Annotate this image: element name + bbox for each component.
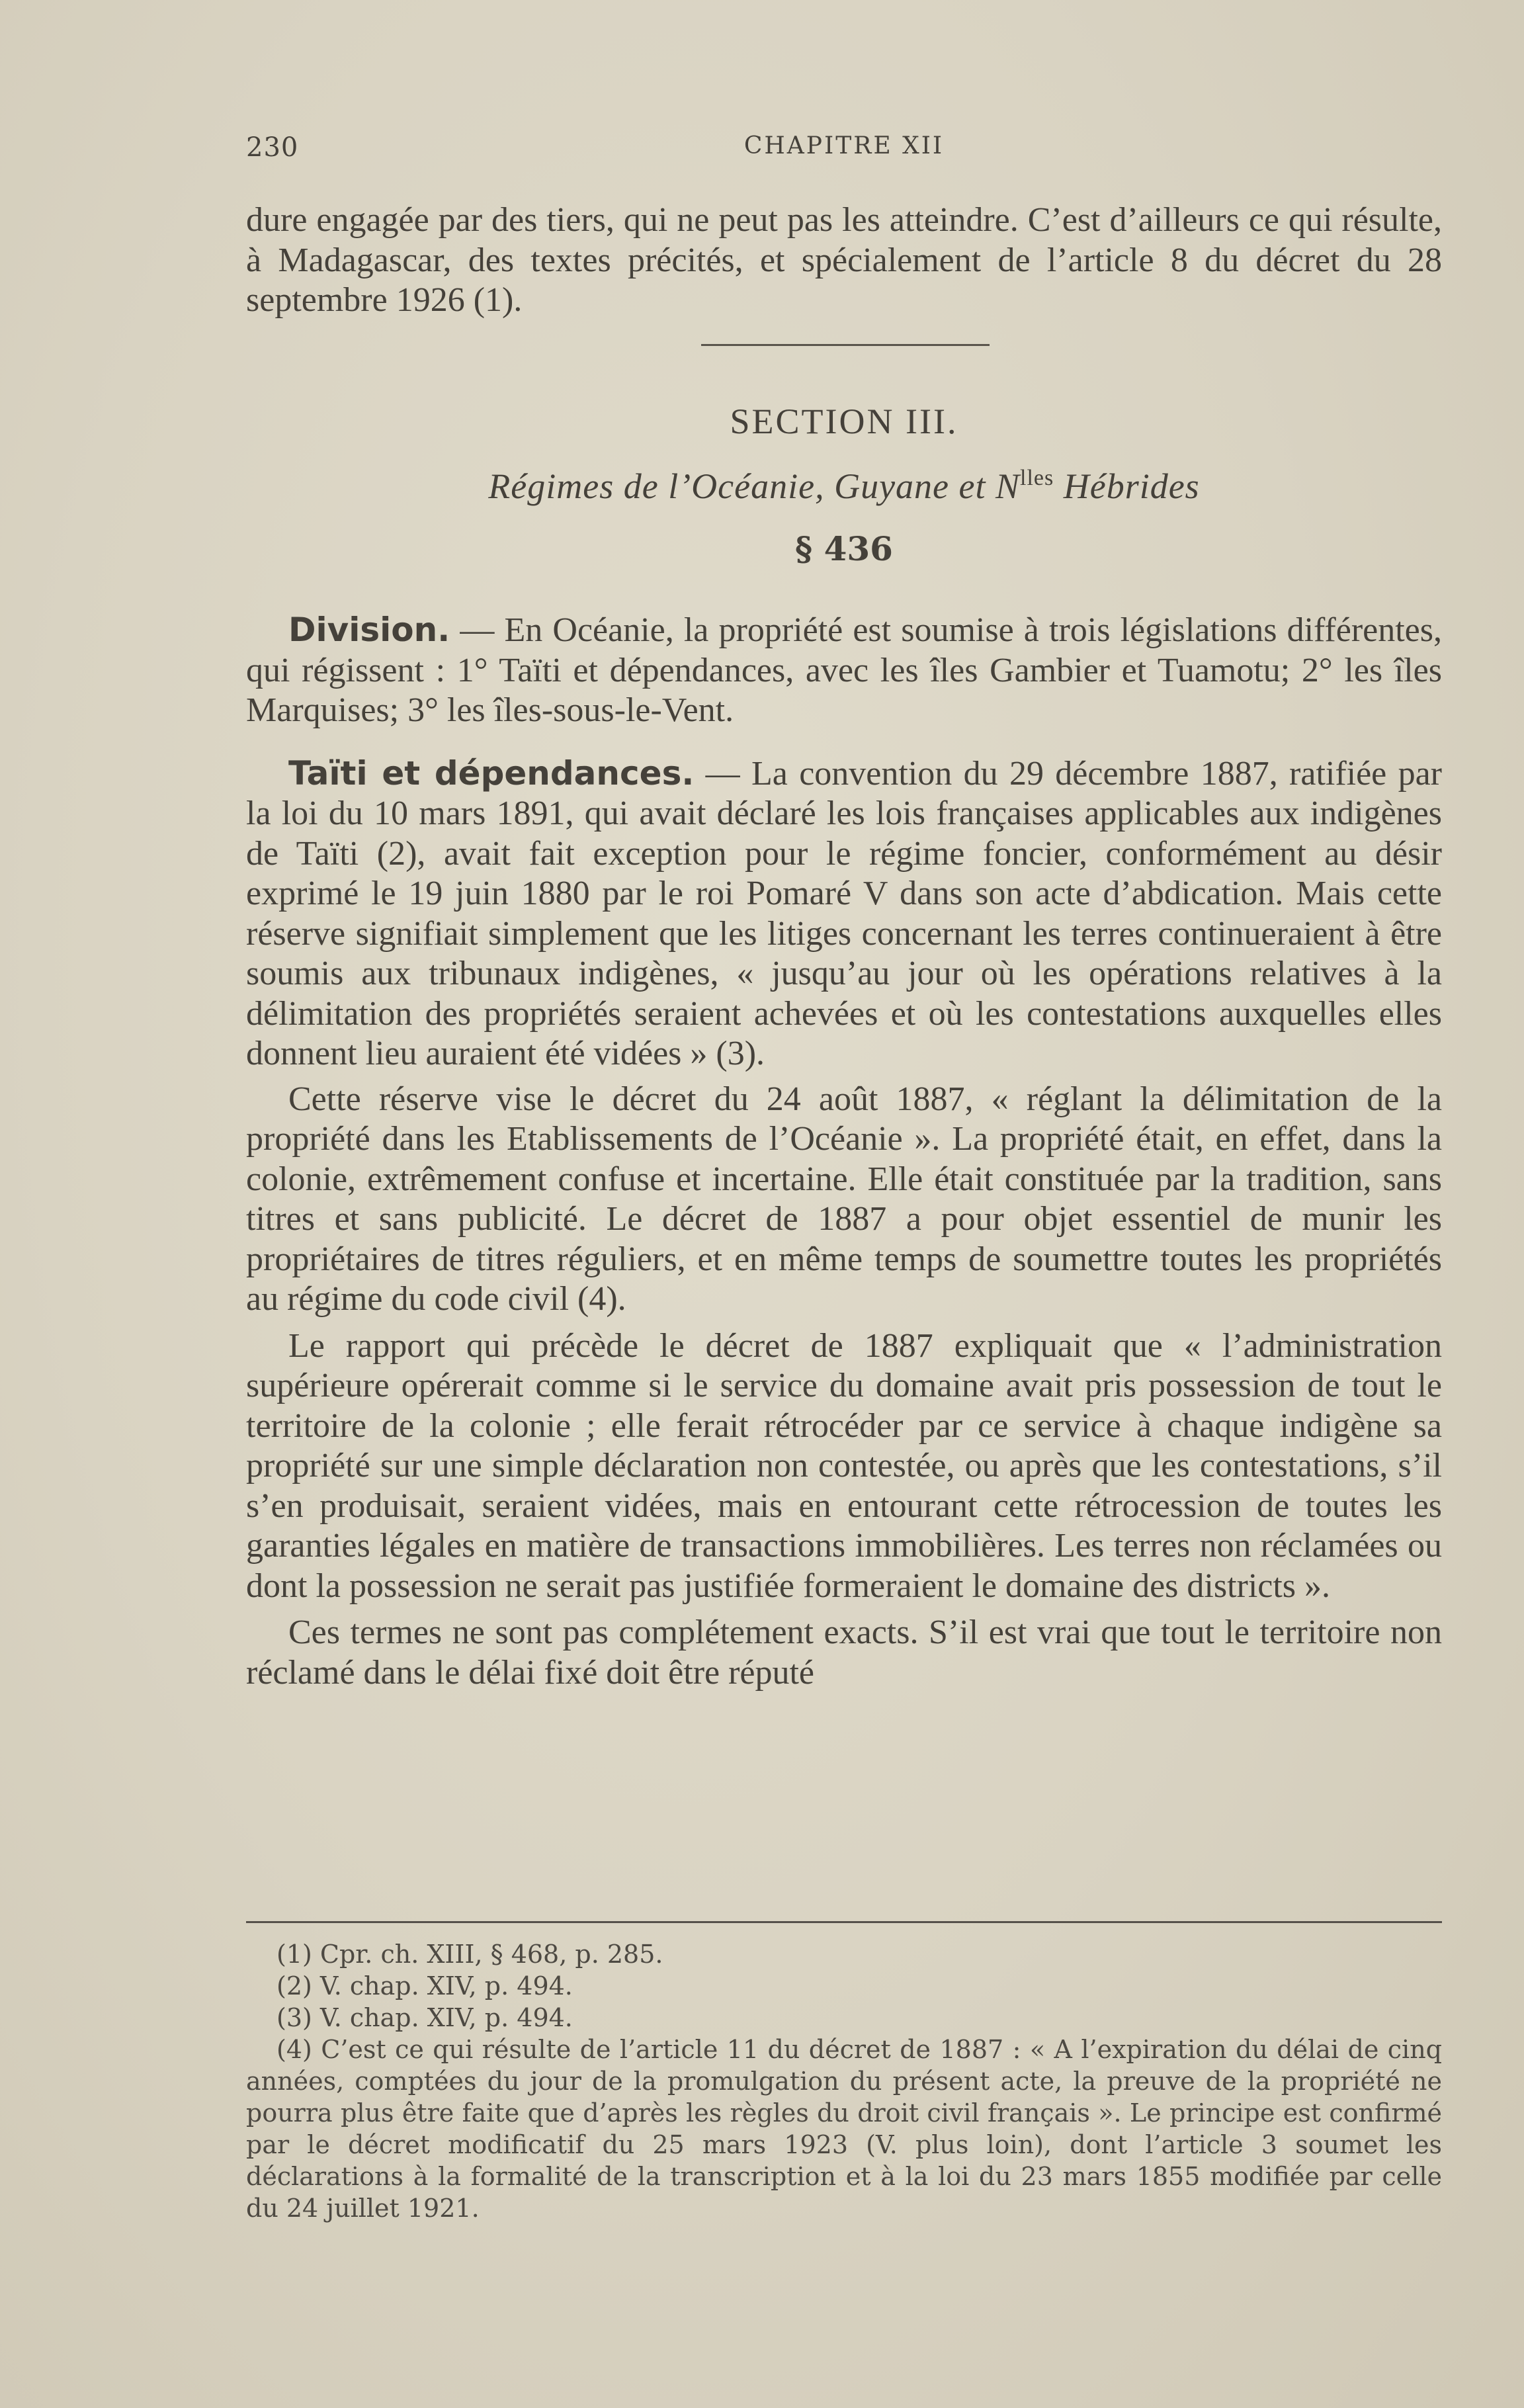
paragraph-taiti-text: — La convention du 29 décembre 1887, ratifiée par la loi du 10 mars 1891, qui avait déclaré les lois françaises applicables aux indigènes de Taïti (2), avait fait exception pour le régime foncier, conformément au désir exprimé le 19 juin 1880 par le roi Pomaré V dans son acte d’abdication. Mais cette réserve signifiait simplement que les litiges concernant les terres continueraient à être soumis aux tribunaux indigènes, « jusqu’au jour où les opérations relatives à la délimitation des propriétés seraient achevées et où les contestations auxquelles elles donnent lieu auraient été vidées » (3). bbox=[246, 754, 1443, 1072]
paragraph-division-lead: Division. bbox=[288, 611, 450, 649]
paragraph-taiti bbox=[246, 753, 1442, 1074]
footnote-4: (4) C’est ce qui résulte de l’article 11 du décret de 1887 : « A l’expiration du délai de cinq années, comptées du jour de la promulgation du présent acte, la preuve de la propriété ne pourra plus être faite que d’après les règles du droit civil français ». Le principe est confirmé par le décret modificatif du 25 mars 1923 (V. plus loin), dont l’article 3 soumet les déclarations à la formalité de la transcription et à la loi du 23 mars 1855 modifiée par celle du 24 juillet 1921. bbox=[246, 2035, 1442, 2223]
page-number: 230 bbox=[246, 132, 299, 163]
footnotes bbox=[246, 1938, 1442, 2224]
section-divider bbox=[701, 344, 990, 346]
paragraph-taiti-lead: Taïti et dépendances. bbox=[288, 753, 695, 793]
footnote-3: (3) V. chap. XIV, p. 494. bbox=[276, 2003, 573, 2032]
paragraph-termes: Ces termes ne sont pas complétement exacts. S’il est vrai que tout le territoire non réclamé dans le délai fixé doit être réputé bbox=[246, 1613, 1442, 1692]
footnote-divider bbox=[246, 1921, 1442, 1923]
intro-paragraph: dure engagée par des tiers, qui ne peut pas les atteindre. C’est d’ailleurs ce qui résulte, à Madagascar, des textes précités, et spécialement de l’article 8 du décret du 28 septembre 1926 (1). bbox=[246, 201, 1442, 319]
footnote-2: (2) V. chap. XIV, p. 494. bbox=[276, 1971, 573, 2000]
section-subtitle-superscript: lles bbox=[1020, 466, 1054, 490]
intro-text-block bbox=[246, 200, 1442, 321]
page-header bbox=[246, 132, 1442, 172]
section-subtitle bbox=[246, 466, 1442, 507]
body-text-block bbox=[246, 610, 1442, 1693]
section-title: SECTION III. bbox=[730, 402, 958, 441]
paragraph-number: § 436 bbox=[795, 529, 893, 568]
running-head: CHAPITRE XII bbox=[743, 132, 945, 159]
section-subtitle-before: Régimes de l’Océanie, Guyane et N bbox=[488, 466, 1021, 506]
paragraph-rapport: Le rapport qui précède le décret de 1887 expliquait que « l’administration supérieure opérerait comme si le service du domaine avait pris possession de tout le territoire de la colonie ; elle ferait rétrocéder par ce service à chaque indigène sa propriété sur une simple déclaration non contestée, ou après que les contestations, s’il s’en produisait, seraient vidées, mais en entourant cette rétrocession de toutes les garanties légales en matière de transactions immobilières. Les terres non réclamées ou dont la possession ne serait pas justifiée formeraient le domaine des districts ». bbox=[246, 1326, 1442, 1605]
footnote-1: (1) Cpr. ch. XIII, § 468, p. 285. bbox=[276, 1940, 663, 1969]
section-subtitle-after: Hébrides bbox=[1054, 466, 1200, 506]
paragraph-division-text: — En Océanie, la propriété est soumise à trois législations différentes, qui régissent : 1° Taïti et dépendances, avec les îles Gambier et Tuamotu; 2° les îles Marquises; 3° les îles-sous-le-Vent. bbox=[246, 611, 1442, 729]
paragraph-reserve: Cette réserve vise le décret du 24 août 1887, « réglant la délimitation de la propriété dans les Etablissements de l’Océanie ». La propriété était, en effet, dans la colonie, extrêmement confuse et incertaine. Elle était constituée par la tradition, sans titres et sans publicité. Le décret de 1887 a pour objet essentiel de munir les propriétaires de titres réguliers, et en même temps de soumettre toutes les propriétés au régime du code civil (4). bbox=[246, 1080, 1442, 1318]
paragraph-division bbox=[246, 610, 1442, 731]
